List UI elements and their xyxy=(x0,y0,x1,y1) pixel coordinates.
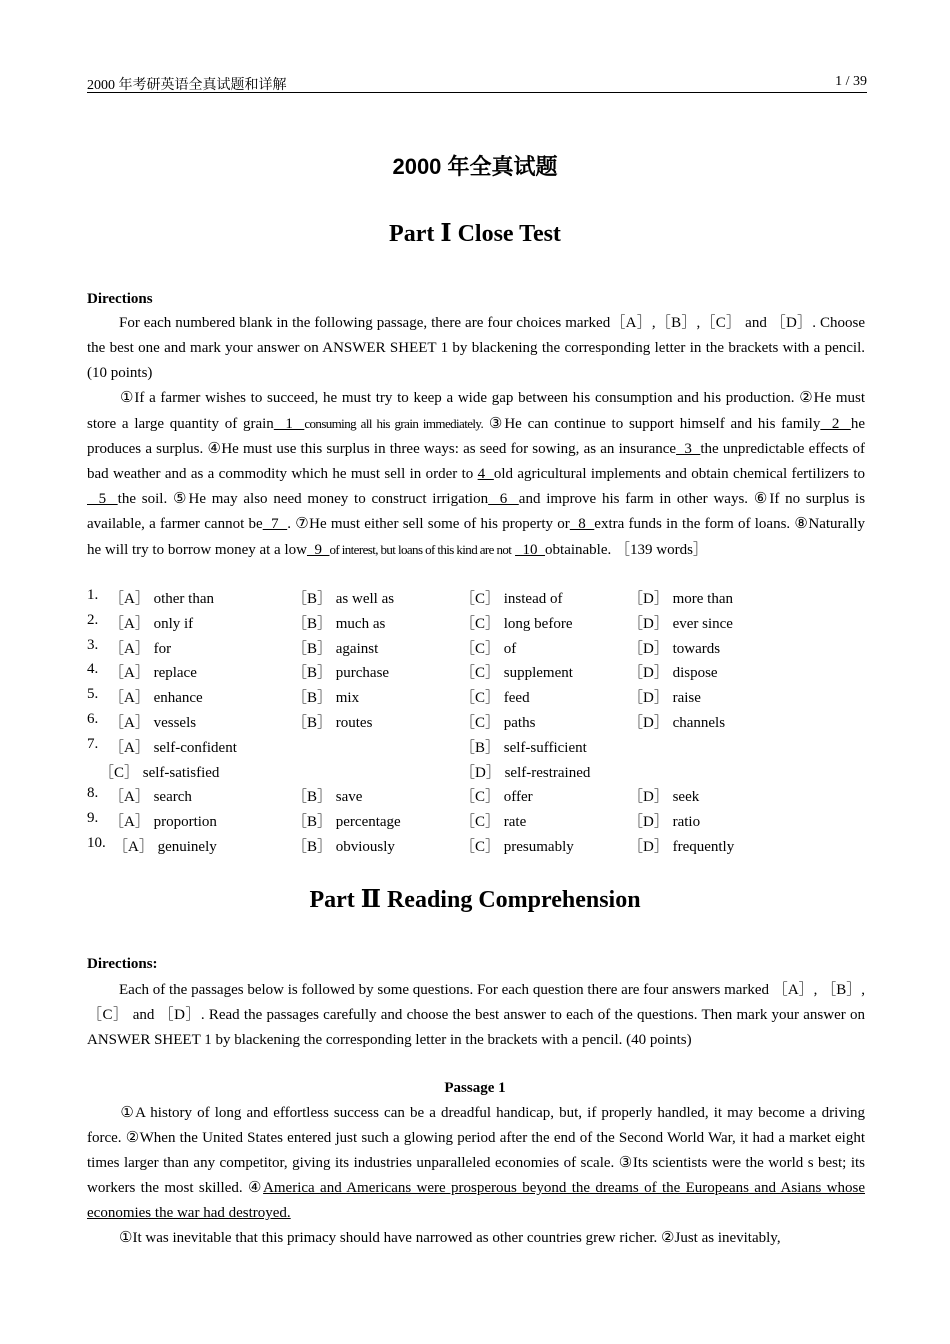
option-row: 2. ［A］ only if ［B］ much as ［C］ long before ［D］ ever since xyxy=(87,611,733,632)
cloze-options xyxy=(87,587,867,860)
passage1-paragraph-2: ①It was inevitable that this primacy should have narrowed as other countries grew richer. ②Just as inevitably, xyxy=(119,1230,781,1246)
blank-2: 2 xyxy=(820,416,851,432)
header-title: 2000 年考研英语全真试题和详解 xyxy=(87,78,287,93)
blank-7: 7 xyxy=(262,516,288,532)
blank-5: 5 xyxy=(87,491,118,507)
option-row: 10. ［A］ genuinely ［B］ obviously ［C］ presumably ［D］ frequently xyxy=(87,834,735,855)
page-number: 1 / 39 xyxy=(835,74,867,89)
blank-10: 10 xyxy=(515,542,546,558)
option-row: 4. ［A］ replace ［B］ purchase ［C］ supplement ［D］ dispose xyxy=(87,661,718,682)
option-row: 1. ［A］ other than ［B］ as well as ［C］ instead of ［D］ more than xyxy=(87,587,733,607)
part1-title: Part Ⅰ Close Test xyxy=(389,221,561,247)
blank-6: 6 xyxy=(488,491,519,507)
blank-3: 3 xyxy=(676,441,701,457)
option-row: 5. ［A］ enhance ［B］ mix ［C］ feed ［D］ raise xyxy=(87,686,701,707)
option-row: ［C］ self‐satisfied ［D］ self‐restrained xyxy=(99,764,591,781)
part1-directions-text: For each numbered blank in the following passage, there are four choices marked［A］,［B］,［C］ and ［D］. Choose the best one and mark your answer on ANSWER SHEET 1 by blackening the corresponding letter in the brackets with a pencil. (10 points) xyxy=(87,315,865,381)
option-row: 8. ［A］ search ［B］ save ［C］ offer ［D］ seek xyxy=(87,785,700,806)
main-title: 2000 年全真试题 xyxy=(392,154,558,179)
blank-9: 9 xyxy=(306,542,330,558)
passage1-paragraph-1: ①A history of long and effortless success can be a dreadful handicap, but, if properly handled, it may become a driving force. ②When the United States entered just such a glowing period after the end of the Second World War, it had a market eight times larger than any competitor, giving its industries unparalleled economies of scale. ③Its scientists were the world s best; its workers the most skilled. ④America and Americans were prosperous beyond the dreams of the Europeans and Asians whose economies the war had destroyed. xyxy=(87,1105,865,1221)
part2-directions-text: Each of the passages below is followed by some questions. For each question there are four answers marked ［A］, ［B］, ［C］ and ［D］. Read the passages carefully and choose the best answer to each of the questions. Then mark your answer on ANSWER SHEET 1 by blackening the corresponding letter in the brackets with a pencil. (40 points) xyxy=(87,982,865,1048)
part2-directions-label: Directions: xyxy=(87,956,158,972)
underlined-sentence: America and Americans were prosperous beyond the dreams of the Europeans and Asians whose economies the war had destroyed. xyxy=(87,1180,865,1221)
option-row: 3. ［A］ for ［B］ against ［C］ of ［D］ towards xyxy=(87,636,721,657)
cloze-passage: ①If a farmer wishes to succeed, he must try to keep a wide gap between his consumption and his production. ②He must store a large quantity of grain 1 consuming all his grain immediately. ③He can continue to support himself and his family 2 he produces a surplus. ④He must use this surplus in three ways: as seed for sowing, as an insurance 3 the unpredictable effects of bad weather and as a commodity which he must sell in order to 4 old agricultural implements and obtain chemical fertilizers to 5 the soil. ⑤He may also need money to construct irrigation 6 and improve his farm in other ways. ⑥If no surplus is available, a farmer cannot be 7 . ⑦He must either sell some of his property or 8 extra funds in the form of loans. ⑧Naturally he will try to borrow money at a low 9 of interest, but loans of this kind are not 10 obtainable. ［139 words］ xyxy=(87,390,866,558)
blank-1: 1 xyxy=(273,416,305,432)
passage-title: Passage 1 xyxy=(444,1080,506,1096)
option-row: 7. ［A］ self‐confident ［B］ self‐sufficient xyxy=(87,735,587,756)
part1-directions-label: Directions xyxy=(87,291,153,307)
option-row: 6. ［A］ vessels ［B］ routes ［C］ paths ［D］ channels xyxy=(87,710,726,731)
blank-4: 4 xyxy=(477,466,494,482)
page-header xyxy=(87,74,867,93)
part2-title: Part Ⅱ Reading Comprehension xyxy=(309,887,641,913)
option-row: 9. ［A］ proportion ［B］ percentage ［C］ rate ［D］ ratio xyxy=(87,810,701,831)
blank-8: 8 xyxy=(569,516,595,532)
